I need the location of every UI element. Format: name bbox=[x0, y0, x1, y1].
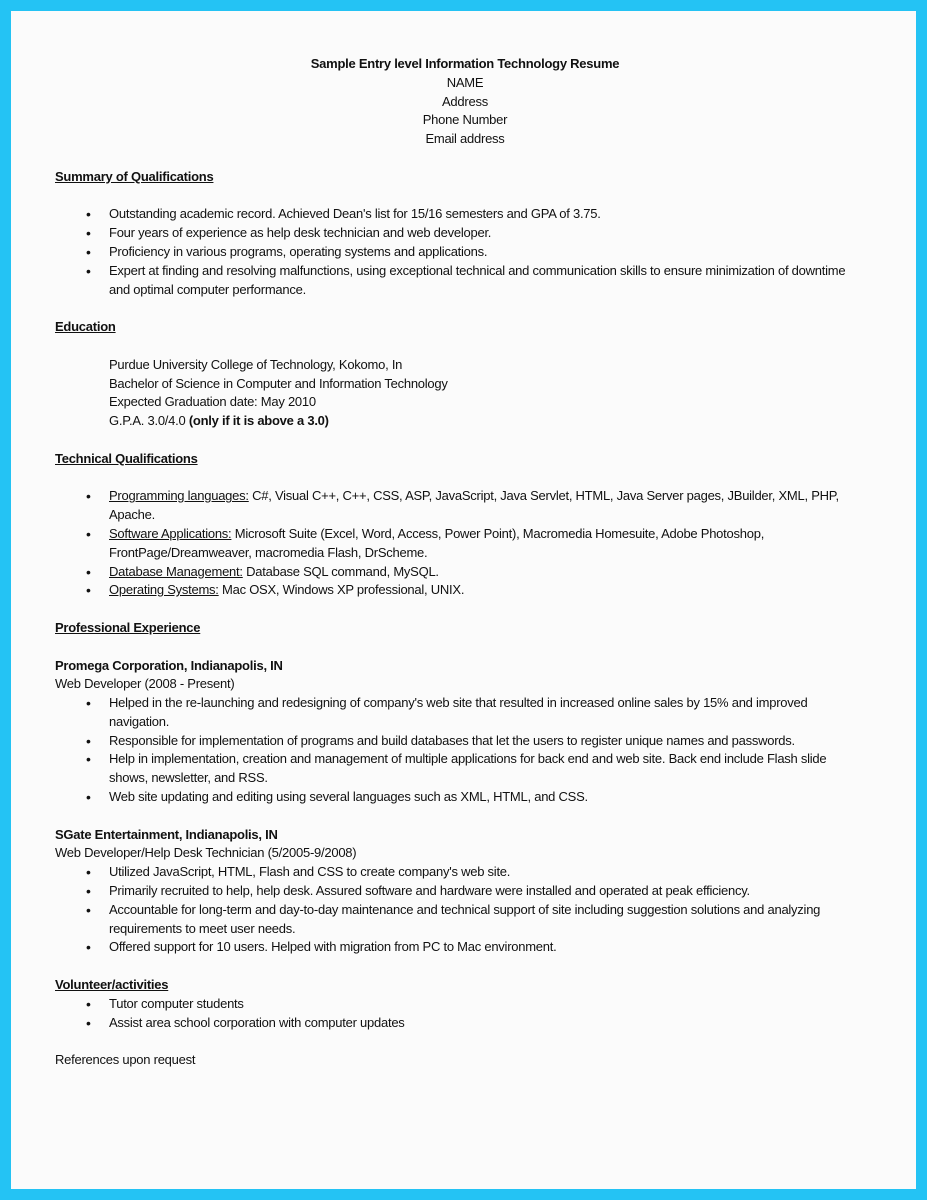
list-item: • Offered support for 10 users. Helped with migration from PC to Mac environment. bbox=[55, 938, 865, 957]
degree: Bachelor of Science in Computer and Information Technology bbox=[109, 375, 448, 391]
education-block bbox=[55, 356, 865, 431]
item-text: Database SQL command, MySQL. bbox=[242, 563, 439, 579]
job-role: Web Developer (2008 - Present) bbox=[55, 676, 235, 692]
list-item: • Tutor computer students bbox=[55, 995, 865, 1014]
phone: Phone Number bbox=[422, 112, 508, 128]
resume-document bbox=[55, 55, 865, 1070]
resume-title: Sample Entry level Information Technology Resume bbox=[310, 56, 620, 71]
list-item: • Assist area school corporation with computer updates bbox=[55, 1014, 865, 1033]
list-item: • Primarily recruited to help, help desk. Assured software and hardware were installed and operated at peak efficiency. bbox=[55, 882, 865, 901]
job-role: Web Developer/Help Desk Technician (5/2005-9/2008) bbox=[55, 845, 357, 861]
list-item: • Expert at finding and resolving malfunctions, using exceptional technical and communication skills to ensure minimization of downtime and optimal computer performance. bbox=[55, 262, 865, 300]
list-item: • Outstanding academic record. Achieved Dean's list for 15/16 semesters and GPA of 3.75. bbox=[55, 205, 865, 224]
technical-heading: Technical Qualifications bbox=[55, 450, 198, 466]
school: Purdue University College of Technology, Kokomo, In bbox=[109, 356, 403, 372]
item-text: Mac OSX, Windows XP professional, UNIX. bbox=[218, 582, 465, 598]
item-text: Microsoft Suite (Excel, Word, Access, Power Point), Macromedia Homesuite, Adobe Photoshop, FrontPage/Dreamweaver, macromedia Flash, DrScheme. bbox=[109, 525, 765, 560]
item-label: Programming languages: bbox=[109, 488, 249, 504]
item-label: Database Management: bbox=[109, 563, 243, 579]
resume-page bbox=[11, 11, 916, 1189]
job-duties bbox=[55, 694, 865, 807]
volunteer-list bbox=[55, 995, 865, 1033]
references-note: References upon request bbox=[55, 1052, 196, 1068]
item-text: C#, Visual C++, C++, CSS, ASP, JavaScript, Java Servlet, HTML, Java Server pages, JBuilder, XML, PHP, Apache. bbox=[109, 488, 839, 523]
list-item: • Helped in the re-launching and redesigning of company's web site that resulted in increased online sales by 15% and improved navigation. bbox=[55, 694, 865, 732]
list-item: • Utilized JavaScript, HTML, Flash and CSS to create company's web site. bbox=[55, 863, 865, 882]
list-item bbox=[55, 525, 865, 563]
education-heading: Education bbox=[55, 319, 116, 335]
list-item: • Four years of experience as help desk technician and web developer. bbox=[55, 224, 865, 243]
company: SGate Entertainment, Indianapolis, IN bbox=[55, 826, 278, 842]
summary-list bbox=[55, 205, 865, 299]
email: Email address bbox=[425, 131, 505, 147]
company: Promega Corporation, Indianapolis, IN bbox=[55, 657, 283, 673]
item-label: Operating Systems: bbox=[109, 582, 219, 598]
list-item bbox=[55, 563, 865, 582]
name: NAME bbox=[446, 74, 484, 90]
gpa-note: (only if it is above a 3.0) bbox=[188, 413, 329, 429]
gpa-value: G.P.A. 3.0/4.0 bbox=[109, 413, 189, 429]
list-item: • Web site updating and editing using several languages such as XML, HTML, and CSS. bbox=[55, 788, 865, 807]
gpa bbox=[109, 412, 865, 431]
list-item: • Help in implementation, creation and management of multiple applications for back end and web site. Back end include Flash slide shows, newsletter, and RSS. bbox=[55, 750, 865, 788]
list-item: • Proficiency in various programs, operating systems and applications. bbox=[55, 243, 865, 262]
list-item bbox=[55, 487, 865, 525]
summary-heading: Summary of Qualifications bbox=[55, 168, 214, 184]
experience-heading: Professional Experience bbox=[55, 619, 201, 635]
address: Address bbox=[442, 93, 488, 109]
technical-list bbox=[55, 487, 865, 600]
list-item: • Responsible for implementation of programs and build databases that let the users to register unique names and passwords. bbox=[55, 732, 865, 751]
item-label: Software Applications: bbox=[109, 525, 232, 541]
list-item: • Accountable for long-term and day-to-day maintenance and technical support of site including suggestion solutions and analyzing requirements to meet user needs. bbox=[55, 901, 865, 939]
list-item bbox=[55, 581, 865, 600]
job-duties bbox=[55, 863, 865, 957]
graduation: Expected Graduation date: May 2010 bbox=[109, 394, 316, 410]
volunteer-heading: Volunteer/activities bbox=[55, 977, 169, 993]
